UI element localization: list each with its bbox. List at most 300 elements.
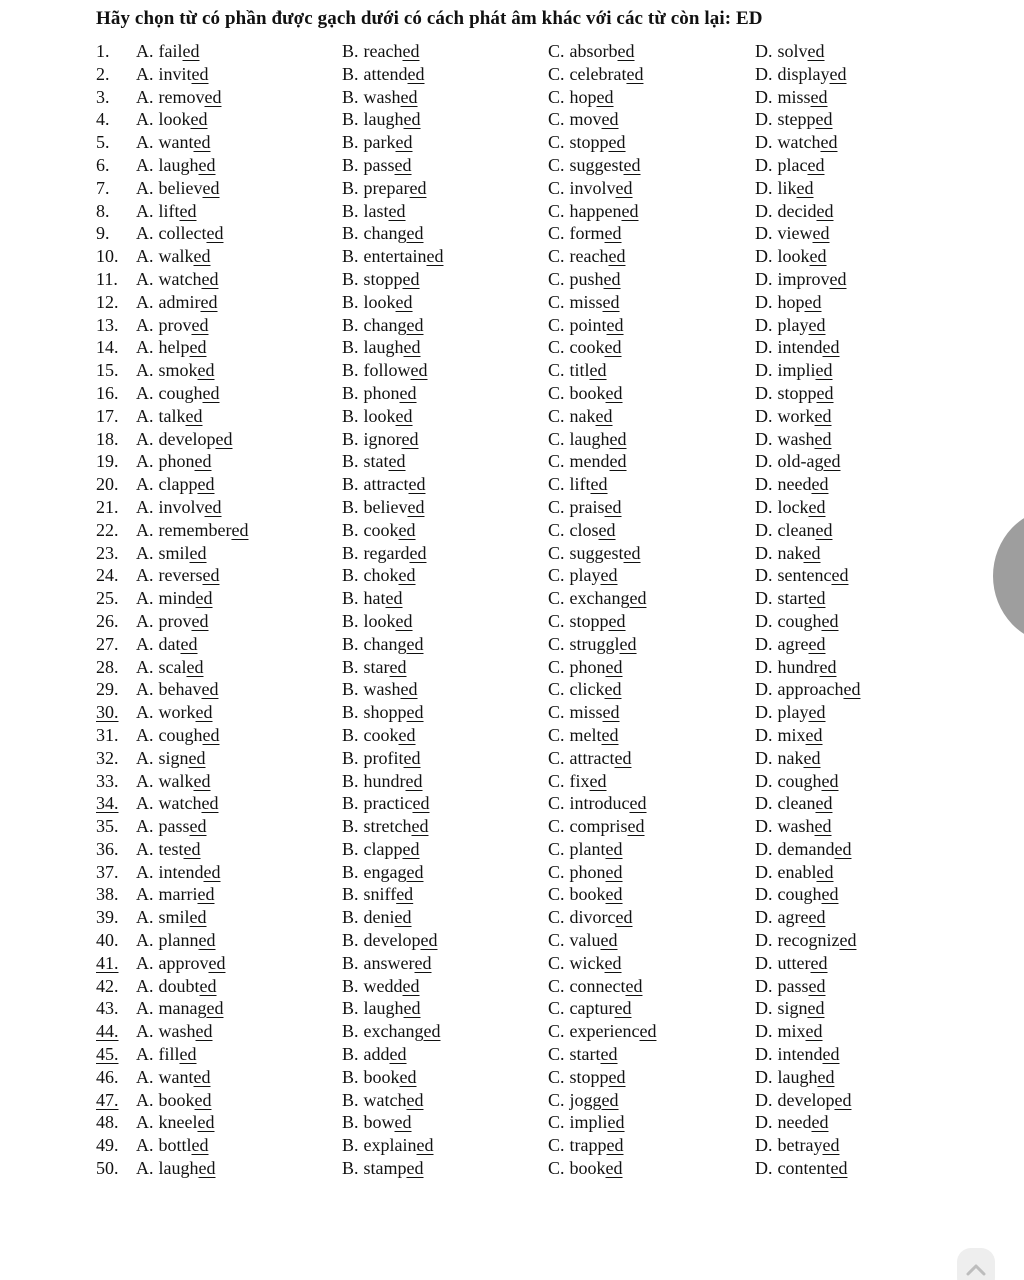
option-word-stem: stopp — [569, 132, 609, 153]
question-number: 25. — [96, 588, 119, 609]
option-word-suffix: ed — [609, 451, 627, 472]
option-word-suffix: ed — [406, 1158, 424, 1179]
question-row — [96, 633, 896, 656]
option-c — [548, 63, 643, 86]
option-word-stem: lift — [569, 474, 591, 495]
option-d — [755, 1020, 823, 1043]
option-word-stem: laugh — [363, 109, 404, 130]
question-number: 17. — [96, 405, 119, 426]
option-label: B. — [342, 884, 359, 905]
option-b — [342, 564, 416, 587]
option-a — [136, 633, 198, 656]
option-label: B. — [342, 63, 359, 84]
option-label: D. — [755, 998, 773, 1019]
option-word-suffix: ed — [822, 337, 840, 358]
option-label: C. — [548, 223, 565, 244]
option-word-stem: clapp — [158, 474, 198, 495]
option-word-suffix: ed — [208, 952, 226, 973]
option-word-stem: clean — [777, 793, 816, 814]
option-word-suffix: ed — [816, 382, 834, 403]
option-word-stem: plac — [777, 154, 808, 175]
option-d — [755, 245, 827, 268]
option-label: A. — [136, 86, 154, 107]
option-word-stem: cough — [777, 610, 822, 631]
option-d — [755, 747, 821, 770]
option-word-suffix: ed — [403, 109, 421, 130]
option-word-suffix: ed — [195, 1021, 213, 1042]
option-c — [548, 382, 623, 405]
question-number: 46. — [96, 1066, 119, 1087]
option-word-stem: stat — [363, 451, 389, 472]
option-word-stem: look — [363, 405, 396, 426]
option-word-stem: believ — [363, 496, 408, 517]
option-word-stem: utter — [777, 952, 811, 973]
option-label: C. — [548, 132, 565, 153]
question-number: 44. — [96, 1021, 119, 1042]
option-c — [548, 314, 624, 337]
option-word-stem: develop — [777, 1089, 835, 1110]
option-word-suffix: ed — [608, 1066, 626, 1087]
option-label: D. — [755, 154, 773, 175]
option-word-suffix: ed — [830, 1158, 848, 1179]
option-word-suffix: ed — [416, 1135, 434, 1156]
option-word-suffix: ed — [807, 154, 825, 175]
option-word-suffix: ed — [805, 1021, 823, 1042]
option-word-suffix: ed — [185, 405, 203, 426]
question-row — [96, 997, 896, 1020]
option-word-stem: start — [777, 588, 809, 609]
option-word-suffix: ed — [183, 838, 201, 859]
option-word-stem: scal — [158, 656, 187, 677]
option-word-stem: watch — [777, 132, 821, 153]
question-row — [96, 587, 896, 610]
option-word-stem: connect — [569, 975, 626, 996]
option-a — [136, 815, 207, 838]
option-d — [755, 906, 825, 929]
option-word-stem: compris — [569, 816, 628, 837]
floating-action-circle[interactable] — [993, 508, 1024, 644]
question-number: 10. — [96, 246, 119, 267]
option-label: A. — [136, 633, 154, 654]
option-b — [342, 405, 413, 428]
option-word-stem: old-ag — [777, 451, 824, 472]
option-word-suffix: ed — [603, 268, 621, 289]
option-d — [755, 359, 833, 382]
option-word-suffix: ed — [808, 907, 826, 928]
option-b — [342, 428, 419, 451]
option-word-stem: prov — [158, 610, 192, 631]
option-b — [342, 929, 438, 952]
option-a — [136, 1043, 197, 1066]
option-word-stem: kneel — [158, 1112, 198, 1133]
question-number: 9. — [96, 223, 110, 244]
option-c — [548, 633, 637, 656]
option-d — [755, 86, 828, 109]
option-label: C. — [548, 382, 565, 403]
option-label: D. — [755, 1135, 773, 1156]
option-word-suffix: ed — [198, 154, 216, 175]
option-word-suffix: ed — [407, 496, 425, 517]
option-label: A. — [136, 724, 154, 745]
option-word-suffix: ed — [395, 132, 413, 153]
chevron-up-icon — [966, 1262, 986, 1276]
option-word-suffix: ed — [200, 291, 218, 312]
option-word-suffix: ed — [598, 519, 616, 540]
option-d — [755, 473, 828, 496]
question-number: 33. — [96, 770, 119, 791]
option-word-suffix: ed — [614, 747, 632, 768]
option-word-suffix: ed — [814, 816, 832, 837]
option-label: C. — [548, 1021, 565, 1042]
option-word-suffix: ed — [186, 656, 204, 677]
option-word-stem: nak — [777, 747, 804, 768]
option-label: B. — [342, 132, 359, 153]
question-row — [96, 1134, 896, 1157]
option-word-stem: pass — [777, 975, 809, 996]
option-word-stem: mind — [158, 588, 196, 609]
option-label: A. — [136, 588, 154, 609]
option-a — [136, 63, 209, 86]
option-label: A. — [136, 360, 154, 381]
option-word-suffix: ed — [606, 314, 624, 335]
option-word-stem: work — [158, 702, 196, 723]
option-label: C. — [548, 542, 565, 563]
option-c — [548, 1134, 624, 1157]
option-word-stem: pass — [158, 816, 190, 837]
option-d — [755, 1134, 839, 1157]
question-row — [96, 1020, 896, 1043]
question-list — [96, 40, 896, 1180]
option-word-suffix: ed — [589, 360, 607, 381]
option-d — [755, 610, 839, 633]
option-c — [548, 1111, 625, 1134]
option-word-suffix: ed — [604, 223, 622, 244]
option-c — [548, 108, 619, 131]
option-word-suffix: ed — [623, 542, 641, 563]
option-label: A. — [136, 930, 154, 951]
option-word-suffix: ed — [402, 838, 420, 859]
option-label: D. — [755, 177, 773, 198]
option-word-suffix: ed — [811, 474, 829, 495]
question-row — [96, 906, 896, 929]
option-label: D. — [755, 770, 773, 791]
option-b — [342, 838, 420, 861]
option-c — [548, 701, 620, 724]
question-number: 23. — [96, 542, 119, 563]
option-word-stem: wash — [158, 1021, 196, 1042]
option-label: D. — [755, 1066, 773, 1087]
option-label: D. — [755, 565, 773, 586]
option-c — [548, 131, 626, 154]
option-word-suffix: ed — [400, 86, 418, 107]
option-word-stem: celebrat — [569, 63, 627, 84]
option-label: C. — [548, 451, 565, 472]
option-label: C. — [548, 816, 565, 837]
question-number: 37. — [96, 861, 119, 882]
option-a — [136, 268, 218, 291]
option-a — [136, 1020, 213, 1043]
option-word-stem: valu — [569, 930, 601, 951]
option-word-stem: intend — [777, 1044, 823, 1065]
option-word-stem: want — [158, 132, 194, 153]
scroll-top-button[interactable] — [957, 1248, 995, 1280]
option-word-stem: happen — [569, 200, 622, 221]
question-number: 30. — [96, 702, 119, 723]
option-word-suffix: ed — [402, 41, 420, 61]
option-word-suffix: ed — [201, 268, 219, 289]
option-label: B. — [342, 679, 359, 700]
question-row — [96, 63, 896, 86]
option-word-suffix: ed — [403, 998, 421, 1019]
option-word-stem: push — [569, 268, 604, 289]
option-word-suffix: ed — [193, 770, 211, 791]
option-word-stem: demand — [777, 838, 835, 859]
option-d — [755, 314, 826, 337]
option-word-stem: start — [569, 1044, 601, 1065]
option-label: C. — [548, 63, 565, 84]
option-a — [136, 678, 218, 701]
option-b — [342, 883, 413, 906]
question-number: 49. — [96, 1135, 119, 1156]
option-word-suffix: ed — [191, 610, 209, 631]
option-word-stem: titl — [569, 360, 590, 381]
option-word-stem: mov — [569, 109, 602, 130]
option-word-suffix: ed — [615, 907, 633, 928]
option-label: D. — [755, 200, 773, 221]
question-number: 22. — [96, 519, 119, 540]
question-row — [96, 1066, 896, 1089]
option-word-suffix: ed — [407, 63, 425, 84]
option-word-stem: pass — [363, 154, 395, 175]
question-row — [96, 154, 896, 177]
question-row — [96, 542, 896, 565]
question-row — [96, 519, 896, 542]
option-c — [548, 1066, 626, 1089]
option-word-stem: smil — [158, 542, 190, 563]
option-word-stem: cough — [158, 382, 203, 403]
option-label: D. — [755, 610, 773, 631]
option-word-suffix: ed — [395, 405, 413, 426]
option-word-stem: intend — [158, 861, 204, 882]
option-word-suffix: ed — [605, 861, 623, 882]
option-label: A. — [136, 223, 154, 244]
option-word-stem: watch — [158, 268, 202, 289]
option-word-stem: wick — [569, 952, 605, 973]
option-label: A. — [136, 177, 154, 198]
option-label: B. — [342, 291, 359, 312]
option-label: B. — [342, 86, 359, 107]
option-label: D. — [755, 861, 773, 882]
option-word-stem: suggest — [569, 542, 624, 563]
option-d — [755, 792, 832, 815]
option-word-stem: marri — [158, 884, 198, 905]
option-b — [342, 450, 406, 473]
option-a — [136, 222, 223, 245]
option-a — [136, 131, 211, 154]
option-word-stem: wash — [363, 86, 401, 107]
option-label: B. — [342, 154, 359, 175]
option-word-stem: intend — [777, 337, 823, 358]
option-c — [548, 883, 623, 906]
option-label: C. — [548, 246, 565, 267]
option-word-suffix: ed — [202, 565, 220, 586]
option-word-stem: bottl — [158, 1135, 192, 1156]
option-word-stem: form — [569, 223, 605, 244]
option-word-stem: reach — [363, 41, 403, 61]
question-number: 27. — [96, 633, 119, 654]
option-b — [342, 1157, 424, 1180]
option-word-stem: agre — [777, 633, 809, 654]
option-word-suffix: ed — [409, 177, 427, 198]
option-label: C. — [548, 930, 565, 951]
option-word-suffix: ed — [406, 314, 424, 335]
option-label: D. — [755, 838, 773, 859]
option-word-suffix: ed — [191, 1135, 209, 1156]
option-word-suffix: ed — [195, 588, 213, 609]
option-word-suffix: ed — [614, 998, 632, 1019]
option-c — [548, 747, 631, 770]
option-word-suffix: ed — [804, 291, 822, 312]
question-row — [96, 701, 896, 724]
option-word-stem: hat — [363, 588, 386, 609]
option-b — [342, 678, 418, 701]
option-b — [342, 542, 426, 565]
option-label: B. — [342, 1021, 359, 1042]
option-label: A. — [136, 314, 154, 335]
option-d — [755, 1089, 851, 1112]
option-b — [342, 1111, 412, 1134]
question-row — [96, 382, 896, 405]
option-word-stem: practic — [363, 793, 413, 814]
option-word-suffix: ed — [808, 314, 826, 335]
question-number: 11. — [96, 268, 118, 289]
option-a — [136, 610, 209, 633]
option-label: D. — [755, 1044, 773, 1065]
option-label: A. — [136, 861, 154, 882]
option-word-suffix: ed — [395, 291, 413, 312]
option-label: B. — [342, 382, 359, 403]
option-c — [548, 154, 641, 177]
option-word-suffix: ed — [198, 930, 216, 951]
option-word-suffix: ed — [595, 405, 613, 426]
option-word-suffix: ed — [617, 41, 635, 61]
option-d — [755, 633, 825, 656]
question-number: 42. — [96, 975, 119, 996]
option-word-stem: last — [363, 200, 389, 221]
option-word-stem: collect — [158, 223, 207, 244]
option-b — [342, 291, 413, 314]
question-number: 40. — [96, 930, 119, 951]
option-word-stem: miss — [569, 702, 603, 723]
option-d — [755, 929, 856, 952]
option-c — [548, 610, 626, 633]
option-word-suffix: ed — [201, 793, 219, 814]
option-word-suffix: ed — [400, 679, 418, 700]
option-d — [755, 63, 847, 86]
option-word-suffix: ed — [615, 177, 633, 198]
option-label: A. — [136, 109, 154, 130]
option-label: D. — [755, 314, 773, 335]
option-word-suffix: ed — [815, 109, 833, 130]
option-a — [136, 177, 219, 200]
option-word-stem: click — [569, 679, 605, 700]
option-word-suffix: ed — [189, 816, 207, 837]
option-word-suffix: ed — [231, 519, 249, 540]
option-d — [755, 1111, 828, 1134]
option-word-suffix: ed — [812, 223, 830, 244]
option-word-stem: involv — [158, 496, 205, 517]
option-c — [548, 1157, 623, 1180]
option-label: B. — [342, 428, 359, 449]
option-word-suffix: ed — [193, 132, 211, 153]
option-word-stem: shopp — [363, 702, 407, 723]
option-label: B. — [342, 519, 359, 540]
option-word-stem: phon — [569, 861, 606, 882]
question-row — [96, 336, 896, 359]
option-b — [342, 131, 413, 154]
option-c — [548, 587, 646, 610]
option-label: C. — [548, 610, 565, 631]
option-label: B. — [342, 724, 359, 745]
option-label: D. — [755, 519, 773, 540]
option-word-stem: want — [158, 1066, 194, 1087]
option-label: C. — [548, 1044, 565, 1065]
option-word-suffix: ed — [803, 747, 821, 768]
question-number: 8. — [96, 200, 110, 221]
option-label: B. — [342, 1135, 359, 1156]
option-word-suffix: ed — [604, 952, 622, 973]
option-b — [342, 633, 424, 656]
option-b — [342, 40, 419, 63]
option-label: B. — [342, 1112, 359, 1133]
option-c — [548, 952, 622, 975]
option-word-suffix: ed — [821, 770, 839, 791]
question-row — [96, 450, 896, 473]
question-number: 48. — [96, 1112, 119, 1133]
option-label: B. — [342, 747, 359, 768]
option-word-stem: melt — [569, 724, 602, 745]
option-word-suffix: ed — [191, 314, 209, 335]
question-number: 14. — [96, 337, 119, 358]
option-word-stem: chang — [363, 223, 407, 244]
option-label: C. — [548, 907, 565, 928]
option-word-suffix: ed — [815, 519, 833, 540]
option-label: B. — [342, 793, 359, 814]
option-c — [548, 268, 621, 291]
option-word-stem: phon — [569, 656, 606, 677]
option-label: B. — [342, 816, 359, 837]
option-word-stem: work — [777, 405, 815, 426]
option-word-suffix: ed — [834, 1089, 852, 1110]
option-word-suffix: ed — [605, 656, 623, 677]
option-a — [136, 86, 221, 109]
option-word-stem: cook — [569, 337, 605, 358]
option-word-stem: stamp — [363, 1158, 407, 1179]
option-d — [755, 656, 837, 679]
option-word-suffix: ed — [406, 1089, 424, 1110]
option-label: A. — [136, 565, 154, 586]
option-label: D. — [755, 337, 773, 358]
option-a — [136, 245, 211, 268]
option-word-stem: remov — [158, 86, 205, 107]
option-word-suffix: ed — [179, 1044, 197, 1065]
question-row — [96, 838, 896, 861]
question-row — [96, 40, 896, 63]
option-word-stem: decid — [777, 200, 817, 221]
question-number: 5. — [96, 132, 110, 153]
option-label: B. — [342, 246, 359, 267]
option-word-suffix: ed — [609, 428, 627, 449]
